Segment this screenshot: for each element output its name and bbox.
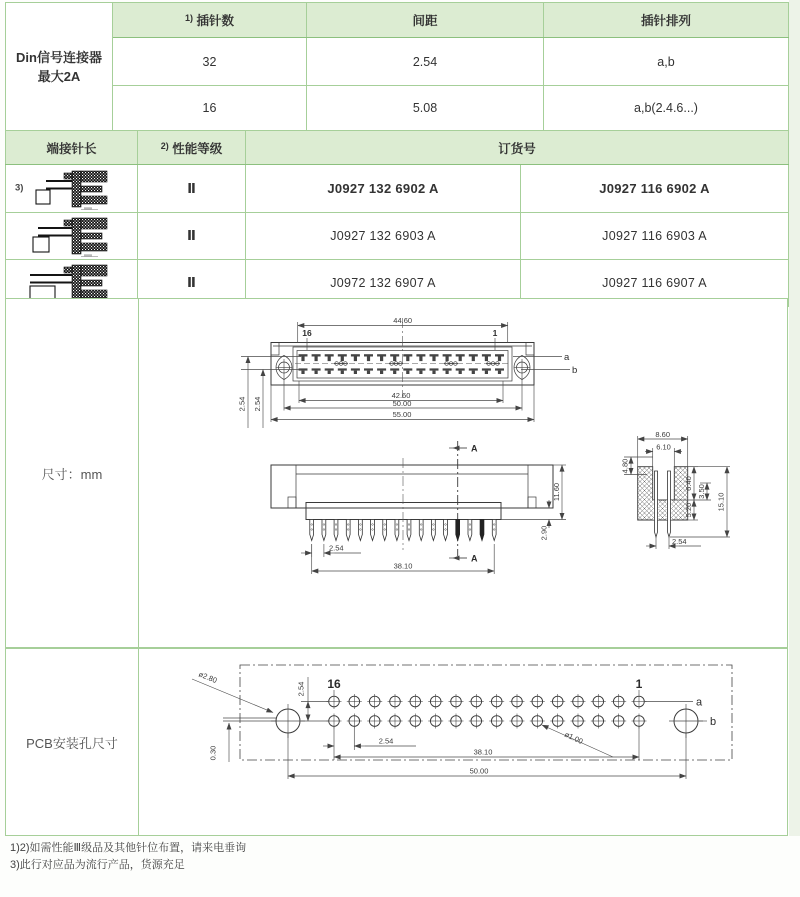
dimensions-section [5, 298, 788, 648]
dim-label: 2.90 [539, 525, 549, 541]
dim-label: 2.54 [672, 536, 687, 546]
dim-label: 4.80 [620, 458, 630, 474]
bottom-view-outline [271, 441, 553, 556]
header-pin-count: $^{1)}$ 插针数 [113, 3, 307, 38]
grade-value: Ⅱ [138, 260, 246, 307]
dim-label: 8.60 [655, 429, 671, 439]
footnote-ref-1: 1) [184, 13, 196, 23]
order-table [5, 130, 789, 307]
header-arrangement: 插针排列 [544, 3, 789, 38]
bottom-view-dimensions [301, 444, 566, 575]
table-row [6, 38, 789, 86]
dim-label: 2.54 [296, 681, 306, 697]
dim-label: 55.00 [392, 410, 412, 419]
dim-label: 6.10 [656, 442, 671, 452]
footnote-line-1: 1)2)如需性能Ⅲ级品及其他针位布置，请来电垂询 [10, 842, 247, 854]
pcb-outline [240, 665, 732, 760]
dim-label: 42.60 [391, 391, 411, 400]
product-family-cell [6, 3, 113, 131]
header-termination-length: 端接针长 [6, 131, 138, 165]
order-number-16pin: J0927 116 6903 A [521, 213, 789, 260]
dim-label: 2.54 [253, 396, 262, 412]
dim-label: 2.54 [378, 736, 394, 746]
pin-count-value: 16 [113, 86, 307, 131]
row-b-label: b [572, 365, 578, 376]
footnote-ref-2: 2) [160, 140, 172, 151]
pin1-label: 1 [635, 677, 643, 691]
pin-holes-row-a [327, 694, 647, 709]
right-margin-strip [789, 0, 800, 836]
pin16-label: 16 [327, 677, 341, 691]
pcb-hole-pattern-drawing [138, 648, 789, 836]
footnote-ref-3: 3) [15, 182, 24, 194]
table-row [6, 165, 789, 213]
dim-label: 50.00 [469, 766, 489, 776]
connector-side-icon-medium-pin [28, 213, 116, 259]
header-order-number: 订货号 [246, 131, 789, 165]
order-number-16pin: J0927 116 6902 A [521, 165, 789, 213]
order-number-32pin: J0927 132 6903 A [246, 213, 521, 260]
order-number-32pin: J0972 132 6907 A [246, 260, 521, 307]
dimensions-section-label: 尺寸：mm [6, 299, 139, 647]
pitch-value: 5.08 [307, 86, 544, 131]
connector-side-icon-short-pin [28, 166, 116, 212]
dim-label: 3.50 [697, 484, 706, 499]
dim-label: 0.30 [208, 745, 218, 761]
grade-value: Ⅱ [138, 165, 246, 213]
row-a-label: a [564, 352, 570, 363]
pin1-label: 1 [492, 328, 498, 338]
product-family-line1: Din信号连接器 [16, 49, 102, 65]
section-a-label: A [471, 553, 478, 564]
row-a-label: a [696, 696, 703, 709]
dim-label: ø1.00 [563, 729, 585, 746]
pcb-dimensions [192, 670, 716, 779]
dim-label: 15.10 [716, 492, 726, 512]
spec-table [5, 2, 789, 131]
pin-count-value: 32 [113, 38, 307, 86]
order-number-32pin: J0927 132 6902 A [246, 165, 521, 213]
grade-value: Ⅱ [138, 213, 246, 260]
table-row [6, 86, 789, 131]
pcb-section-label: PCB安装孔尺寸 [6, 649, 139, 835]
arrangement-value: a,b [544, 38, 789, 86]
dim-label: 11.60 [552, 482, 561, 502]
pin-holes-row-b [327, 714, 647, 729]
dim-label: 44.60 [393, 315, 413, 325]
order-number-16pin: J0927 116 6907 A [521, 260, 789, 307]
arrangement-value: a,b(2.4.6...) [544, 86, 789, 131]
termination-icon-cell [6, 213, 138, 260]
section-a-label: A [471, 443, 478, 454]
header-pitch: 间距 [307, 3, 544, 38]
footnotes [10, 840, 246, 873]
dim-label: 2.54 [329, 543, 344, 553]
header-performance-grade: $^{2)}$ 性能等级 [138, 131, 246, 165]
table-row [6, 213, 789, 260]
dim-label: 50.00 [392, 398, 412, 408]
footnote-line-2: 3)此行对应品为流行产品，货源充足 [10, 858, 185, 871]
dimension-drawings [138, 298, 789, 648]
termination-icon-cell [6, 165, 138, 213]
dim-label: 38.10 [393, 561, 413, 571]
product-family-line2: 最大2A [37, 68, 81, 84]
pitch-value: 2.54 [307, 38, 544, 86]
dim-label: 38.10 [473, 747, 493, 757]
row-b-label: b [710, 715, 717, 728]
pcb-section [5, 648, 788, 836]
dim-label: 5.20 [684, 502, 693, 518]
dim-label: ø2.80 [197, 669, 219, 686]
dim-label: 6.40 [684, 476, 693, 491]
pin16-label: 16 [302, 328, 312, 338]
cross-section-outline [638, 467, 688, 537]
dim-label: 2.54 [237, 396, 247, 412]
